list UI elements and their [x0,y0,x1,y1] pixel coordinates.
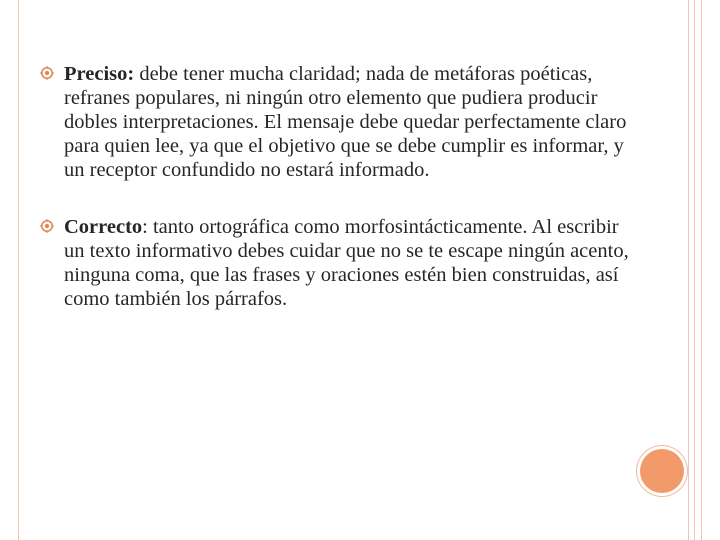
bullet-term: Correcto [64,216,143,238]
frame-inner-line-2 [694,0,695,540]
list-item [40,215,630,311]
bullet-list [40,62,630,344]
frame-inner-line [688,0,689,540]
gear-bullet-icon [40,66,54,80]
list-item [40,62,630,182]
bullet-text: debe tener mucha claridad; nada de metáforas poéticas, refranes populares, ni ningún otro elemento que pudiera producir dobles interpretaciones. El mensaje debe quedar perfectamente claro para quien lee, ya que el objetivo que se debe cumplir es informar, y un receptor confundido no estará informado. [64,63,627,181]
gear-bullet-icon [40,219,54,233]
decorative-circle [640,449,684,493]
bullet-term: Preciso: [64,63,135,85]
bullet-text: : tanto ortográfica como morfosintácticamente. Al escribir un texto informativo debes cuidar que no se te escape ningún acento, ninguna coma, que las frases y oraciones estén bien construidas, así como también los párrafos. [64,216,629,310]
